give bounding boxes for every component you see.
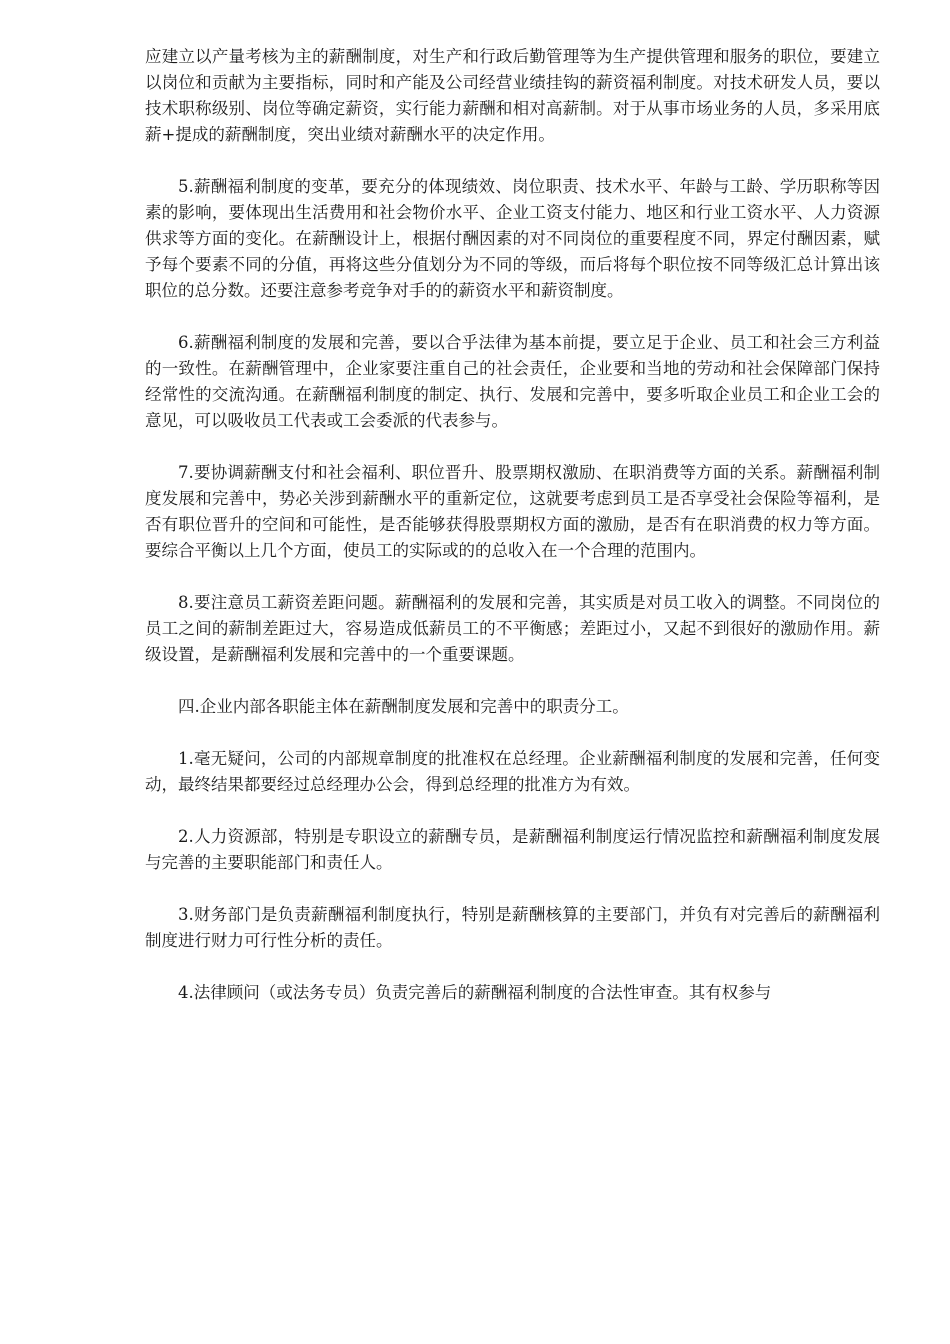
paragraph-item-7: 7.要协调薪酬支付和社会福利、职位晋升、股票期权激励、在职消费等方面的关系。薪酬福利制度发展和完善中，势必关涉到薪酬水平的重新定位，这就要考虑到员工是否享受社会保险等福利，是否有职位晋升的空间和可能性，是否能够获得股票期权方面的激励，是否有在职消费的权力等方面。要综合平衡以上几个方面，使员工的实际或的的总收入在一个合理的范围内。 bbox=[145, 463, 880, 560]
paragraph-continuation: 应建立以产量考核为主的薪酬制度，对生产和行政后勤管理等为生产提供管理和服务的职位，要建立以岗位和贡献为主要指标，同时和产能及公司经营业绩挂钩的薪资福利制度。对技术研发人员，要以技术职称级别、岗位等确定薪资，实行能力薪酬和相对高薪制。对于从事市场业务的人员，多采用底薪+提成的薪酬制度，突出业绩对薪酬水平的决定作用。 bbox=[145, 47, 880, 144]
paragraph-duty-3: 3.财务部门是负责薪酬福利制度执行，特别是薪酬核算的主要部门，并负有对完善后的薪酬福利制度进行财力可行性分析的责任。 bbox=[145, 905, 880, 950]
section-heading-4: 四.企业内部各职能主体在薪酬制度发展和完善中的职责分工。 bbox=[178, 697, 629, 716]
paragraph-item-8: 8.要注意员工薪资差距问题。薪酬福利的发展和完善，其实质是对员工收入的调整。不同岗位的员工之间的薪制差距过大，容易造成低薪员工的不平衡感；差距过小，又起不到很好的激励作用。薪级设置，是薪酬福利发展和完善中的一个重要课题。 bbox=[145, 593, 880, 664]
paragraph-duty-2: 2.人力资源部，特别是专职设立的薪酬专员，是薪酬福利制度运行情况监控和薪酬福利制度发展与完善的主要职能部门和责任人。 bbox=[145, 827, 880, 872]
paragraph-item-6: 6.薪酬福利制度的发展和完善，要以合乎法律为基本前提，要立足于企业、员工和社会三方利益的一致性。在薪酬管理中，企业家要注重自己的社会责任，企业要和当地的劳动和社会保障部门保持经常性的交流沟通。在薪酬福利制度的制定、执行、发展和完善中，要多听取企业员工和企业工会的意见，可以吸收员工代表或工会委派的代表参与。 bbox=[145, 333, 880, 430]
paragraph-item-5: 5.薪酬福利制度的变革，要充分的体现绩效、岗位职责、技术水平、年龄与工龄、学历职称等因素的影响，要体现出生活费用和社会物价水平、企业工资支付能力、地区和行业工资水平、人力资源供求等方面的变化。在薪酬设计上，根据付酬因素的对不同岗位的重要程度不同，界定付酬因素，赋予每个要素不同的分值，再将这些分值划分为不同的等级，而后将每个职位按不同等级汇总计算出该职位的总分数。还要注意参考竞争对手的的薪资水平和薪资制度。 bbox=[145, 177, 880, 300]
paragraph-duty-4: 4.法律顾问（或法务专员）负责完善后的薪酬福利制度的合法性审查。其有权参与 bbox=[178, 983, 772, 1002]
document-body bbox=[145, 44, 880, 1032]
paragraph-duty-1: 1.毫无疑问，公司的内部规章制度的批准权在总经理。企业薪酬福利制度的发展和完善，任何变动，最终结果都要经过总经理办公会，得到总经理的批准方为有效。 bbox=[145, 749, 880, 794]
